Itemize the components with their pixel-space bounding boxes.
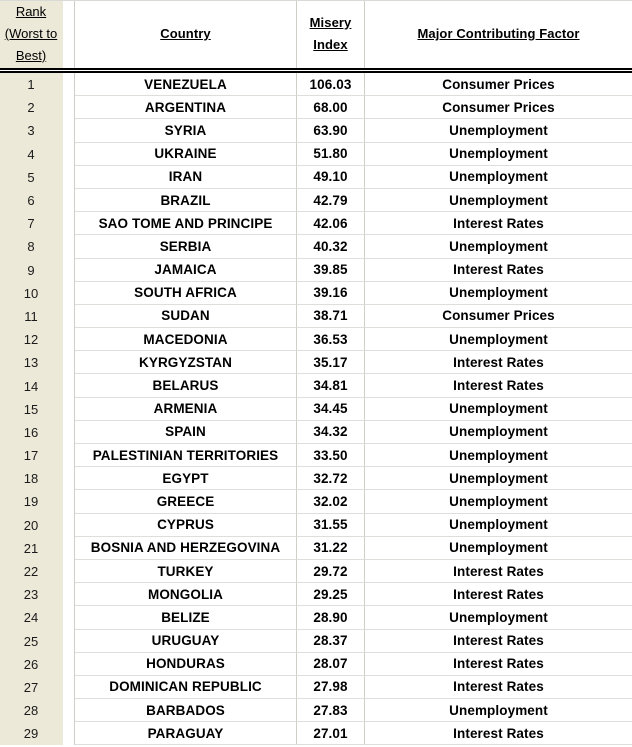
rank-cell: 24 [0, 606, 75, 629]
table-row [0, 676, 632, 699]
table-row [0, 514, 632, 537]
misery-index-cell: 40.32 [297, 235, 365, 258]
rank-cell: 19 [0, 490, 75, 513]
factor-cell: Unemployment [365, 398, 632, 421]
factor-cell: Consumer Prices [365, 305, 632, 328]
header-major-contributing-factor [365, 0, 632, 68]
factor-cell: Unemployment [365, 490, 632, 513]
rank-cell: 2 [0, 96, 75, 119]
table-row [0, 143, 632, 166]
table-row [0, 630, 632, 653]
factor-cell: Unemployment [365, 166, 632, 189]
table-row [0, 328, 632, 351]
misery-index-cell: 42.79 [297, 189, 365, 212]
header-country-label: Country [160, 26, 211, 41]
misery-index-cell: 29.72 [297, 560, 365, 583]
table-row [0, 421, 632, 444]
country-cell: IRAN [75, 166, 297, 189]
factor-cell: Interest Rates [365, 722, 632, 745]
country-cell: BOSNIA AND HERZEGOVINA [75, 537, 297, 560]
factor-cell: Unemployment [365, 537, 632, 560]
country-cell: MONGOLIA [75, 583, 297, 606]
factor-cell: Interest Rates [365, 374, 632, 397]
table-row [0, 282, 632, 305]
rank-cell: 12 [0, 328, 75, 351]
country-cell: UKRAINE [75, 143, 297, 166]
misery-index-cell: 31.55 [297, 514, 365, 537]
country-cell: SAO TOME AND PRINCIPE [75, 212, 297, 235]
table-row [0, 235, 632, 258]
country-cell: EGYPT [75, 467, 297, 490]
country-cell: HONDURAS [75, 653, 297, 676]
country-cell: URUGUAY [75, 630, 297, 653]
table-row [0, 166, 632, 189]
rank-cell: 1 [0, 73, 75, 96]
table-row [0, 537, 632, 560]
factor-cell: Unemployment [365, 444, 632, 467]
misery-index-cell: 29.25 [297, 583, 365, 606]
misery-index-cell: 34.45 [297, 398, 365, 421]
factor-cell: Unemployment [365, 282, 632, 305]
country-cell: PARAGUAY [75, 722, 297, 745]
misery-index-cell: 33.50 [297, 444, 365, 467]
factor-cell: Interest Rates [365, 583, 632, 606]
factor-cell: Interest Rates [365, 676, 632, 699]
factor-cell: Unemployment [365, 606, 632, 629]
rank-cell: 4 [0, 143, 75, 166]
factor-cell: Interest Rates [365, 560, 632, 583]
misery-index-cell: 63.90 [297, 119, 365, 142]
misery-index-cell: 38.71 [297, 305, 365, 328]
misery-index-cell: 34.32 [297, 421, 365, 444]
table-row [0, 653, 632, 676]
factor-cell: Unemployment [365, 514, 632, 537]
factor-cell: Unemployment [365, 143, 632, 166]
misery-index-cell: 51.80 [297, 143, 365, 166]
rank-cell: 20 [0, 514, 75, 537]
country-cell: SYRIA [75, 119, 297, 142]
rank-cell: 5 [0, 166, 75, 189]
table-header-row [0, 0, 632, 68]
misery-index-cell: 36.53 [297, 328, 365, 351]
rank-cell: 14 [0, 374, 75, 397]
table-row [0, 398, 632, 421]
rank-cell: 27 [0, 676, 75, 699]
rank-cell: 22 [0, 560, 75, 583]
country-cell: BELIZE [75, 606, 297, 629]
misery-index-cell: 27.01 [297, 722, 365, 745]
table-row [0, 351, 632, 374]
misery-index-cell: 27.83 [297, 699, 365, 722]
country-cell: TURKEY [75, 560, 297, 583]
factor-cell: Interest Rates [365, 653, 632, 676]
table-row [0, 374, 632, 397]
rank-cell: 15 [0, 398, 75, 421]
misery-index-cell: 28.90 [297, 606, 365, 629]
country-cell: JAMAICA [75, 259, 297, 282]
table-row [0, 259, 632, 282]
rank-cell: 17 [0, 444, 75, 467]
header-rank [0, 0, 75, 68]
rank-cell: 6 [0, 189, 75, 212]
header-factor-label: Major Contributing Factor [417, 26, 580, 41]
rank-cell: 25 [0, 630, 75, 653]
misery-index-cell: 39.16 [297, 282, 365, 305]
factor-cell: Interest Rates [365, 630, 632, 653]
country-cell: SUDAN [75, 305, 297, 328]
rank-cell: 16 [0, 421, 75, 444]
table-row [0, 305, 632, 328]
factor-cell: Interest Rates [365, 351, 632, 374]
header-misery-index-label: Misery Index [309, 15, 352, 52]
rank-cell: 9 [0, 259, 75, 282]
factor-cell: Consumer Prices [365, 73, 632, 96]
table-row [0, 444, 632, 467]
table-row [0, 560, 632, 583]
factor-cell: Unemployment [365, 189, 632, 212]
country-cell: GREECE [75, 490, 297, 513]
country-cell: DOMINICAN REPUBLIC [75, 676, 297, 699]
misery-index-cell: 28.07 [297, 653, 365, 676]
factor-cell: Consumer Prices [365, 96, 632, 119]
rank-cell: 18 [0, 467, 75, 490]
table-row [0, 583, 632, 606]
factor-cell: Unemployment [365, 421, 632, 444]
rank-cell: 10 [0, 282, 75, 305]
country-cell: BARBADOS [75, 699, 297, 722]
header-misery-index [297, 0, 365, 68]
rank-cell: 21 [0, 537, 75, 560]
table-row [0, 699, 632, 722]
country-cell: PALESTINIAN TERRITORIES [75, 444, 297, 467]
misery-index-cell: 68.00 [297, 96, 365, 119]
misery-index-cell: 28.37 [297, 630, 365, 653]
rank-cell: 7 [0, 212, 75, 235]
table-row [0, 467, 632, 490]
rank-cell: 3 [0, 119, 75, 142]
misery-index-cell: 32.72 [297, 467, 365, 490]
table-row [0, 73, 632, 96]
rank-cell: 23 [0, 583, 75, 606]
table-row [0, 212, 632, 235]
misery-index-cell: 27.98 [297, 676, 365, 699]
country-cell: CYPRUS [75, 514, 297, 537]
factor-cell: Interest Rates [365, 259, 632, 282]
misery-index-cell: 106.03 [297, 73, 365, 96]
country-cell: KYRGYZSTAN [75, 351, 297, 374]
factor-cell: Unemployment [365, 328, 632, 351]
misery-index-cell: 39.85 [297, 259, 365, 282]
country-cell: SERBIA [75, 235, 297, 258]
misery-index-cell: 34.81 [297, 374, 365, 397]
header-country [75, 0, 297, 68]
rank-cell: 28 [0, 699, 75, 722]
misery-index-cell: 35.17 [297, 351, 365, 374]
table-row [0, 606, 632, 629]
table-row [0, 189, 632, 212]
table-row [0, 96, 632, 119]
header-rank-label: Rank (Worst to Best) [4, 4, 58, 63]
country-cell: SOUTH AFRICA [75, 282, 297, 305]
misery-index-cell: 49.10 [297, 166, 365, 189]
country-cell: BRAZIL [75, 189, 297, 212]
country-cell: SPAIN [75, 421, 297, 444]
misery-index-cell: 31.22 [297, 537, 365, 560]
factor-cell: Unemployment [365, 119, 632, 142]
factor-cell: Interest Rates [365, 212, 632, 235]
factor-cell: Unemployment [365, 235, 632, 258]
country-cell: BELARUS [75, 374, 297, 397]
country-cell: VENEZUELA [75, 73, 297, 96]
misery-index-cell: 32.02 [297, 490, 365, 513]
country-cell: MACEDONIA [75, 328, 297, 351]
country-cell: ARGENTINA [75, 96, 297, 119]
rank-cell: 29 [0, 722, 75, 745]
rank-cell: 13 [0, 351, 75, 374]
table-row [0, 722, 632, 745]
factor-cell: Unemployment [365, 467, 632, 490]
rank-cell: 8 [0, 235, 75, 258]
factor-cell: Unemployment [365, 699, 632, 722]
rank-cell: 11 [0, 305, 75, 328]
table-row [0, 119, 632, 142]
country-cell: ARMENIA [75, 398, 297, 421]
table-body [0, 73, 632, 745]
rank-cell: 26 [0, 653, 75, 676]
table-row [0, 490, 632, 513]
misery-index-cell: 42.06 [297, 212, 365, 235]
